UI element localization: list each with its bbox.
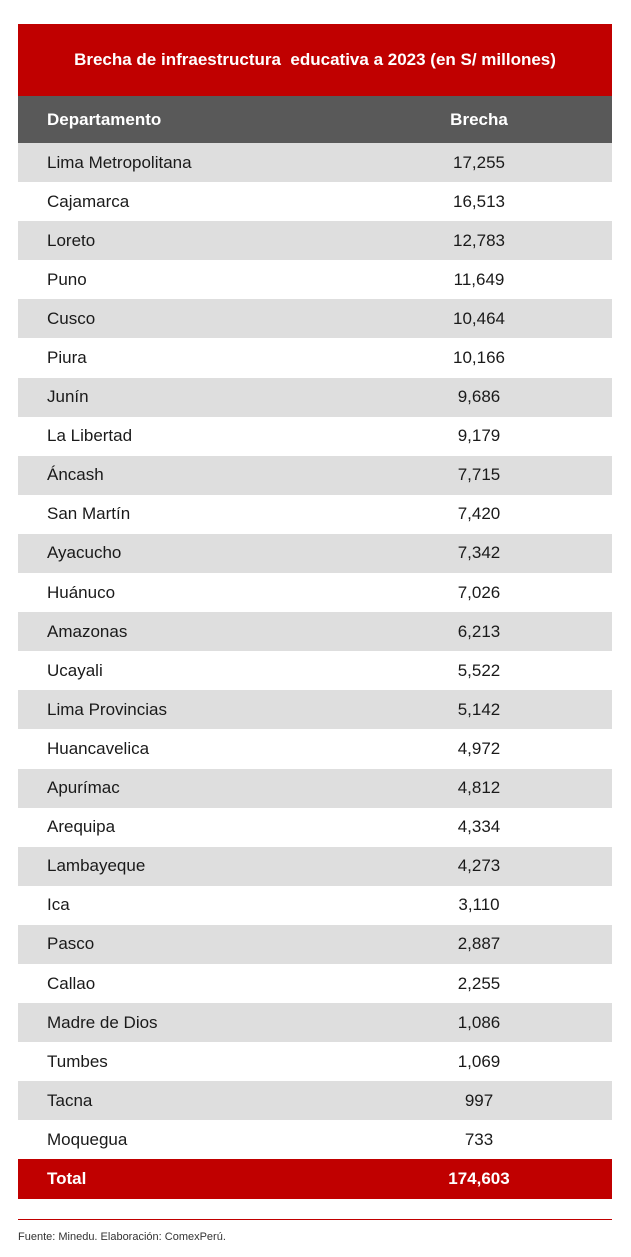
table-row	[18, 729, 612, 768]
department-cell: Áncash	[47, 465, 104, 485]
table-row	[18, 808, 612, 847]
department-cell: Madre de Dios	[47, 1012, 158, 1032]
department-cell: Lambayeque	[47, 856, 146, 876]
gap-value-cell: 7,420	[457, 504, 501, 524]
gap-value-cell: 11,649	[453, 269, 505, 289]
gap-value-cell: 733	[464, 1129, 494, 1149]
header-gap: Brecha	[450, 109, 508, 129]
total-label: Total	[47, 1169, 87, 1189]
table-title: Brecha de infraestructura educativa a 2023 (en S/ millones)	[18, 24, 612, 96]
department-cell: Amazonas	[47, 621, 128, 641]
department-cell: Piura	[47, 348, 87, 368]
gap-value-cell: 7,715	[457, 465, 501, 485]
gap-value-cell: 3,110	[458, 895, 500, 915]
gap-value-cell: 9,686	[457, 387, 501, 407]
department-cell: Cusco	[47, 308, 96, 328]
gap-value-cell: 7,026	[457, 582, 501, 602]
table-row	[18, 886, 612, 925]
table-row	[18, 573, 612, 612]
gap-value-cell: 10,464	[453, 308, 505, 328]
department-cell: Tumbes	[47, 1051, 108, 1071]
table-row	[18, 612, 612, 651]
department-cell: Puno	[47, 269, 87, 289]
department-cell: Huánuco	[47, 582, 116, 602]
table-row	[18, 417, 612, 456]
gap-value-cell: 5,522	[457, 660, 501, 680]
table-row	[18, 338, 612, 377]
table-row	[18, 378, 612, 417]
department-cell: Lima Metropolitana	[47, 152, 192, 172]
department-cell: Huancavelica	[47, 738, 150, 758]
gap-value-cell: 1,069	[457, 1051, 501, 1071]
gap-value-cell: 9,179	[457, 426, 501, 446]
department-cell: Ayacucho	[47, 543, 122, 563]
gap-value-cell: 12,783	[453, 230, 505, 250]
gap-value-cell: 2,255	[457, 973, 501, 993]
gap-value-cell: 4,273	[457, 856, 501, 876]
table-row	[18, 143, 612, 182]
table-body	[18, 143, 612, 1159]
table-row	[18, 1042, 612, 1081]
footer-rule	[18, 1219, 612, 1220]
department-cell: Lima Provincias	[47, 699, 167, 719]
table-row	[18, 651, 612, 690]
table-row	[18, 690, 612, 729]
table-row	[18, 925, 612, 964]
gap-value-cell: 17,255	[453, 152, 505, 172]
department-cell: Loreto	[47, 230, 96, 250]
department-cell: Junín	[47, 387, 89, 407]
department-cell: Ica	[47, 895, 70, 915]
gap-value-cell: 10,166	[453, 348, 505, 368]
table-row	[18, 534, 612, 573]
gap-value-cell: 16,513	[453, 191, 505, 211]
table-row	[18, 495, 612, 534]
department-cell: Pasco	[47, 934, 95, 954]
gap-value-cell: 7,342	[457, 543, 501, 563]
table-row	[18, 221, 612, 260]
table-row	[18, 456, 612, 495]
table-row	[18, 1081, 612, 1120]
gap-value-cell: 5,142	[457, 699, 501, 719]
department-cell: La Libertad	[47, 426, 133, 446]
total-row	[18, 1159, 612, 1199]
gap-value-cell: 4,812	[457, 778, 501, 798]
table-row	[18, 260, 612, 299]
table-row	[18, 1120, 612, 1159]
source-note: Fuente: Minedu. Elaboración: ComexPerú.	[18, 1231, 226, 1243]
gap-value-cell: 1,086	[457, 1012, 501, 1032]
department-cell: Ucayali	[47, 660, 103, 680]
total-value: 174,603	[448, 1169, 510, 1189]
department-cell: Tacna	[47, 1090, 93, 1110]
department-cell: Cajamarca	[47, 191, 130, 211]
table-row	[18, 769, 612, 808]
table-row	[18, 847, 612, 886]
gap-value-cell: 4,972	[457, 738, 501, 758]
header-department: Departamento	[47, 109, 162, 129]
department-cell: Apurímac	[47, 778, 120, 798]
gap-value-cell: 4,334	[457, 817, 501, 837]
department-cell: Callao	[47, 973, 96, 993]
table-row	[18, 1003, 612, 1042]
gap-value-cell: 997	[464, 1090, 494, 1110]
table-row	[18, 299, 612, 338]
table-header-row	[18, 96, 612, 143]
department-cell: Arequipa	[47, 817, 116, 837]
department-cell: San Martín	[47, 504, 131, 524]
gap-value-cell: 2,887	[457, 934, 501, 954]
table-row	[18, 964, 612, 1003]
gap-value-cell: 6,213	[457, 621, 501, 641]
gap-table	[18, 24, 612, 1199]
table-row	[18, 182, 612, 221]
department-cell: Moquegua	[47, 1129, 128, 1149]
